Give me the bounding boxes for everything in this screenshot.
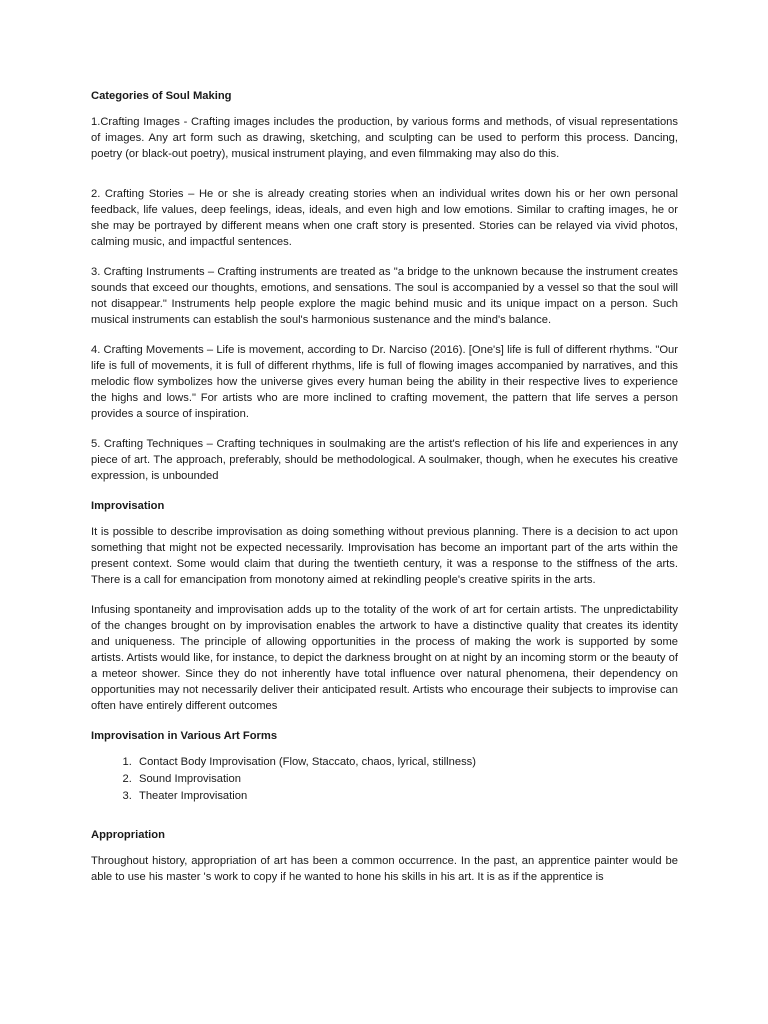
art-forms-list (91, 754, 678, 805)
paragraph-crafting-instruments: 3. Crafting Instruments – Crafting instruments are treated as "a bridge to the unknown because the instrument creates sounds that exceed our thoughts, emotions, and sensations. The soul is accompanied by a vessel so that the soul will not disappear." Instruments help people explore the magic behind music and its unique impact on a person. Such musical instruments can establish the soul's harmonious sustenance and the mind's balance. (91, 266, 678, 326)
document-page (91, 88, 678, 899)
paragraph-improvisation-1: It is possible to describe improvisation as doing something without previous planning. There is a decision to act upon something that might not be expected necessarily. Improvisation has become an important part of the arts within the present context. Some would claim that during the twentieth century, it was a response to the stiffness of the arts. There is a call for emancipation from monotony aimed at rekindling people's creative spirits in the arts. (91, 526, 678, 586)
list-item: 1. Contact Body Improvisation (Flow, Staccato, chaos, lyrical, stillness) (135, 754, 678, 771)
paragraph-crafting-techniques: 5. Crafting Techniques – Crafting techniques in soulmaking are the artist's reflection of his life and experiences in any piece of art. The approach, preferably, should be methodological. A soulmaker, though, when he executes his creative expression, is unbounded (91, 438, 678, 482)
paragraph-crafting-movements: 4. Crafting Movements – Life is movement, according to Dr. Narciso (2016). [One's] life is full of different rhythms. "Our life is full of movements, it is full of different rhythms, life is full of flowing images accompanied by narratives, and this melodic flow symbolizes how the universe gives every human being the ability in their respective lives to experience the highs and lows." For artists who are more inclined to crafting movement, the pattern that life serves a person provides a source of inspiration. (91, 344, 678, 420)
section-heading-categories: Categories of Soul Making (91, 90, 232, 102)
paragraph-appropriation-1: Throughout history, appropriation of art has been a common occurrence. In the past, an apprentice painter would be able to use his master 's work to copy if he wanted to hone his skills in his art. It is as if the apprentice is (91, 855, 678, 883)
paragraph-crafting-stories: 2. Crafting Stories – He or she is already creating stories when an individual writes down his or her own personal feedback, life values, deep feelings, ideas, ideals, and even high and low emotions. Similar to crafting images, he or she may be portrayed by different means when one craft story is presented. Stories can be relayed via vivid photos, calming music, and impactful sentences. (91, 188, 678, 248)
list-item: 3. Theater Improvisation (135, 788, 678, 805)
section-heading-appropriation: Appropriation (91, 829, 165, 841)
list-item: 2. Sound Improvisation (135, 771, 678, 788)
paragraph-crafting-images: 1.Crafting Images - Crafting images includes the production, by various forms and methods, of visual representations of images. Any art form such as drawing, sketching, and sculpting can be used to perform this process. Dancing, poetry (or black-out poetry), musical instrument playing, and even filmmaking may also do this. (91, 116, 678, 160)
paragraph-improvisation-2: Infusing spontaneity and improvisation adds up to the totality of the work of art for certain artists. The unpredictability of the changes brought on by improvisation enables the artwork to have a distinctive quality that creates its identity and uniqueness. The principle of allowing opportunities in the process of making the work is supported by some artists. Artists would like, for instance, to depict the darkness brought on at night by an incoming storm or the beauty of a meteor shower. Since they do not inherently have total influence over natural phenomena, their dependency on opportunities may not necessarily deliver their anticipated result. Artists who encourage their subjects to improvise can often have entirely different outcomes (91, 604, 678, 712)
section-heading-improvisation: Improvisation (91, 500, 165, 512)
section-heading-art-forms: Improvisation in Various Art Forms (91, 730, 278, 742)
